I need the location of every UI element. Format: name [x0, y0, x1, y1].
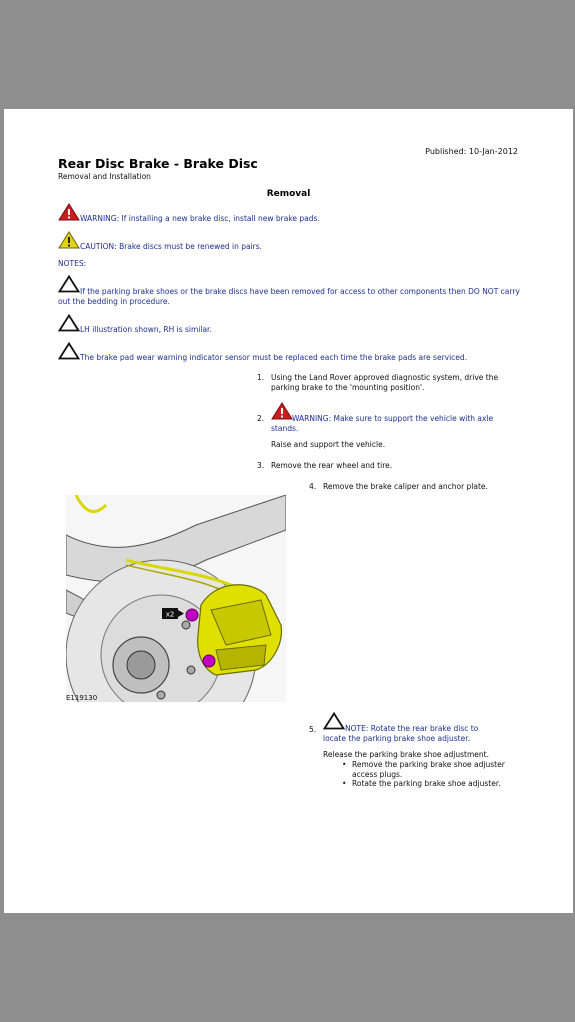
step-warning-text: WARNING: Make sure to support the vehicle with axle stands. [271, 414, 494, 433]
brake-caliper-illustration [66, 495, 286, 702]
list-item: • Rotate the parking brake shoe adjuster. [352, 779, 501, 789]
section-heading: Removal [266, 189, 311, 199]
warning-text: WARNING: If installing a new brake disc, install new brake pads. [80, 214, 320, 223]
notes-label: NOTES: [58, 259, 87, 268]
illustration-id: E119130 [66, 694, 98, 702]
document-page [4, 109, 573, 913]
step-number: 3. [257, 461, 265, 470]
note-icon [58, 314, 80, 332]
list-item: • Remove the parking brake shoe adjuster access plugs. [352, 760, 524, 779]
step-note-text: NOTE: Rotate the rear brake disc to locate the parking brake shoe adjuster. [323, 724, 479, 743]
step-number: 4. [309, 482, 317, 491]
step-text: Remove the rear wheel and tire. [271, 461, 393, 470]
page-title: Rear Disc Brake - Brake Disc [58, 156, 258, 171]
step-number: 2. [257, 414, 265, 423]
step-text: Remove the brake caliper and anchor plate. [323, 482, 488, 491]
note-icon [58, 342, 80, 360]
caution-icon [58, 231, 80, 249]
warning-icon [58, 203, 80, 221]
callout-label: x2 [165, 610, 175, 619]
illustration-drawing [66, 495, 286, 702]
note-text: The brake pad wear warning indicator sensor must be replaced each time the brake pads are serviced. [80, 353, 468, 362]
caution-text: CAUTION: Brake discs must be renewed in pairs. [80, 242, 263, 251]
page-subtitle: Removal and Installation [58, 172, 151, 181]
bolt-marker [186, 609, 198, 621]
note-text: If the parking brake shoes or the brake discs have been removed for access to other components then DO NOT carry out the bedding in procedure. [58, 287, 520, 306]
bolt-marker [203, 655, 215, 667]
note-text: LH illustration shown, RH is similar. [80, 325, 212, 334]
step-number: 5. [309, 725, 317, 734]
step-text: Raise and support the vehicle. [271, 440, 386, 449]
step-text: Using the Land Rover approved diagnostic system, drive the parking brake to the 'mounting position'. [271, 373, 499, 392]
published-date: Published: 10-Jan-2012 [425, 147, 518, 156]
step-number: 1. [257, 373, 265, 382]
step-text: Release the parking brake shoe adjustment. [323, 750, 489, 759]
